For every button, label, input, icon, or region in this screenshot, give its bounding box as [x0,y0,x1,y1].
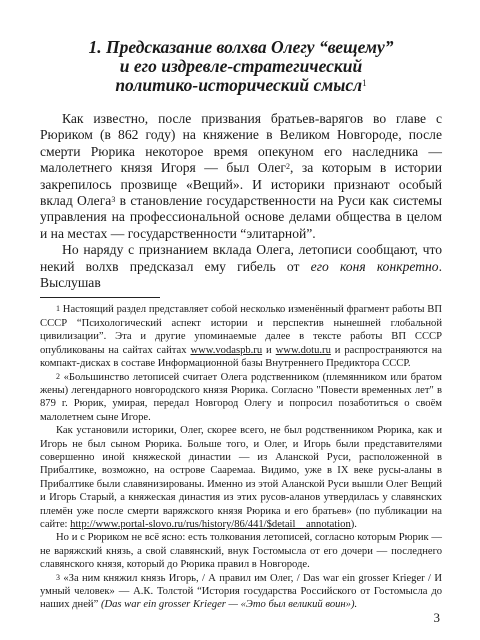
p2-text-b: . Выслушав [40,258,442,291]
p2-italic: его коня конкретно [310,258,439,274]
footnote-mark-3: 3 [111,195,116,205]
heading-line-1: 1. Предсказание волхва Олегу “вещему” [88,37,394,57]
footnote-divider [40,297,160,298]
p1-text-c: в становление государственности на Руси как системы управления на профессиональной основе делами общества в целом и на местах — государственности “элитарной”. [40,193,442,241]
heading-line-3 [40,76,442,95]
footnote-3-mark: 3 [56,572,60,582]
link-dotu[interactable]: www.dotu.ru [275,344,331,356]
footnote-1-text-a: Настоящий раздел представляет собой несколько изменённый фрагмент работы ВП СССР “Психологический аспект истории и перспектив нынешней глобальной цивилизации”. Эта и другие упоминаемые далее в тексте работы ВП СССР опубликованы на сайтах сайтах [40,304,442,356]
footnote-2-mark: 2 [56,371,60,381]
footnote-2-text-a: «Большинство летописей считает Олега родственником (племянником или братом жены) легендарного новгородского князя Рюрика. Согласно "Повести временных лет" в 879 г. Рюрик, умирая, передал Новгород Олегу и попросил позаботиться о своём малолетнем сыне Игоре. [40,371,442,423]
main-text [40,111,442,291]
footnote-2-para-2 [40,424,442,531]
footnote-2-text-d: Но и с Рюриком не всё ясно: есть толкования летописей, согласно которым Рюрик — не варяжский князь, а свой славянский, внук Гостомысла от его дочери — последнего славянского князя, который до Рюрика правил в Новгороде. [40,532,442,571]
footnote-3 [40,572,442,612]
section-heading [40,38,442,95]
paragraph-2 [40,242,442,291]
p1-text-a: Как известно, после призвания братьев-варягов во главе с Рюриком (в 862 году) на княжение в Великом Новгороде, после смерти Рюрика некоторое время опекуном его наследника — малолетнего князя Игоря — был Олег [40,111,442,176]
heading-line-3-text: политико-исторический смысл [115,75,363,95]
footnote-mark-1: 1 [362,78,367,88]
footnote-2-para-3 [40,531,442,571]
footnote-1 [40,303,442,370]
footnotes [40,303,442,611]
footnote-2-text-b: Как установили историки, Олег, скорее всего, не был родственником Рюрика, как и Игорь не был сыном Рюрика. Больше того, и Олег, и Игорь были представителями совершенно иной княжеской династии — из Аланской Руси, расположенной в Прибалтике, возможно, на острове Сааремаа. Видимо, уже в IX веке русы-аланы в Прибалтике были славянизированы. Именно из этой Аланской Руси вышли Олег Вещий и Игорь Старый, а княжеская династия из этих русов-аланов утвердилась у славянских племён уже после смерти варяжского князя Рюрика и его братьев» (по публикации на сайте: [40,425,442,530]
p1-text-b: , за которым в истории закрепилось прозвище «Вещий». И историки признают особый вклад Олега [40,160,442,209]
footnote-1-text-b: и распространяются на компакт-дисках в составе Информационной базы Внутреннего Предиктора СССР. [40,344,443,370]
p2-text-a: Но наряду с признанием вклада Олега, летописи сообщают, что некий волхв предсказал ему гибель от [40,242,442,274]
paragraph-1 [40,111,442,242]
footnote-1-and: и [262,344,276,356]
footnote-2 [40,371,442,425]
footnote-1-mark: 1 [56,304,60,314]
heading-line-2: и его издревле-стратегический [119,56,363,76]
link-vodaspb[interactable]: www.vodaspb.ru [190,344,263,356]
footnote-3-text-a: «За ним княжил князь Игорь, / А правил им Олег, / Das war ein grosser Krieger / И умный человек» — А.К. Толстой “История государства Российского от Гостомысла до наших дней” [40,572,442,611]
link-portal-slovo[interactable]: http://www.portal-slovo.ru/rus/history/86/441/$detail__annotation [70,518,351,530]
footnote-3-italic: (Das war ein grosser Krieger — «Это был великий воин»). [100,599,358,611]
footnote-mark-2: 2 [285,162,290,172]
footnote-2-text-c: ). [350,518,357,530]
page-number: 3 [433,610,440,625]
